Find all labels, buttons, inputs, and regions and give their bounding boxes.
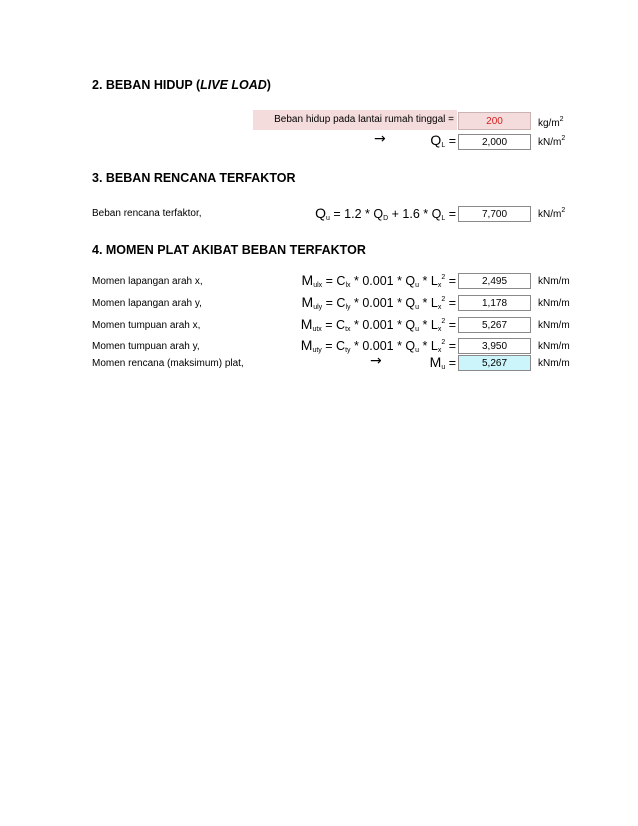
- moment-row-formula: $M_{uly} = C_{ly} * 0.001 * Q_u * L_x^2$ =: [301, 294, 456, 311]
- moment-row-unit: kNm/m: [538, 320, 570, 331]
- moment-row-value: 3,950: [458, 338, 531, 354]
- ql-value: 2,000: [458, 134, 531, 150]
- moment-row-formula: $M_{uty} = C_{ty} * 0.001 * Q_u * L_x^2$ =: [300, 337, 456, 354]
- factored-load-formula: $Q_u = 1.2 * Q_D + 1.6 * Q_L$ =: [315, 205, 456, 222]
- live-load-input[interactable]: 200: [458, 112, 531, 130]
- ql-symbol: $Q_L$ =: [430, 132, 456, 149]
- live-load-unit: $kg/m^2$: [538, 116, 564, 129]
- moment-row-label: Momen tumpuan arah y,: [92, 341, 200, 352]
- design-moment-symbol: $M_u$ =: [429, 354, 456, 371]
- section-4-title: 4. MOMEN PLAT AKIBAT BEBAN TERFAKTOR: [92, 243, 366, 257]
- moment-row-unit: kNm/m: [538, 298, 570, 309]
- moment-row-unit: kNm/m: [538, 341, 570, 352]
- moment-row-label: Momen lapangan arah y,: [92, 298, 202, 309]
- section-2-title-italic: LIVE LOAD: [200, 78, 267, 92]
- factored-load-label: Beban rencana terfaktor,: [92, 208, 202, 219]
- arrow-right-icon: →: [370, 353, 382, 369]
- moment-row-value: 2,495: [458, 273, 531, 289]
- design-moment-label: Momen rencana (maksimum) plat,: [92, 358, 244, 369]
- moment-row-label: Momen tumpuan arah x,: [92, 320, 201, 331]
- design-moment-unit: kNm/m: [538, 358, 570, 369]
- moment-row-label: Momen lapangan arah x,: [92, 276, 203, 287]
- design-moment-value: 5,267: [458, 355, 531, 371]
- factored-load-unit: $kN/m^2$: [538, 207, 566, 220]
- factored-load-value: 7,700: [458, 206, 531, 222]
- moment-row-value: 5,267: [458, 317, 531, 333]
- moment-row-value: 1,178: [458, 295, 531, 311]
- moment-row-formula: $M_{ulx} = C_{lx} * 0.001 * Q_u * L_x^2$ =: [301, 272, 456, 289]
- section-3-title: 3. BEBAN RENCANA TERFAKTOR: [92, 171, 296, 185]
- ql-unit: $kN/m^2$: [538, 135, 566, 148]
- moment-row-unit: kNm/m: [538, 276, 570, 287]
- arrow-right-icon: →: [374, 131, 386, 147]
- live-load-label: Beban hidup pada lantai rumah tinggal =: [253, 110, 457, 130]
- moment-row-formula: $M_{utx} = C_{tx} * 0.001 * Q_u * L_x^2$ =: [300, 316, 456, 333]
- section-2-title: 2. BEBAN HIDUP (LIVE LOAD): [92, 78, 271, 92]
